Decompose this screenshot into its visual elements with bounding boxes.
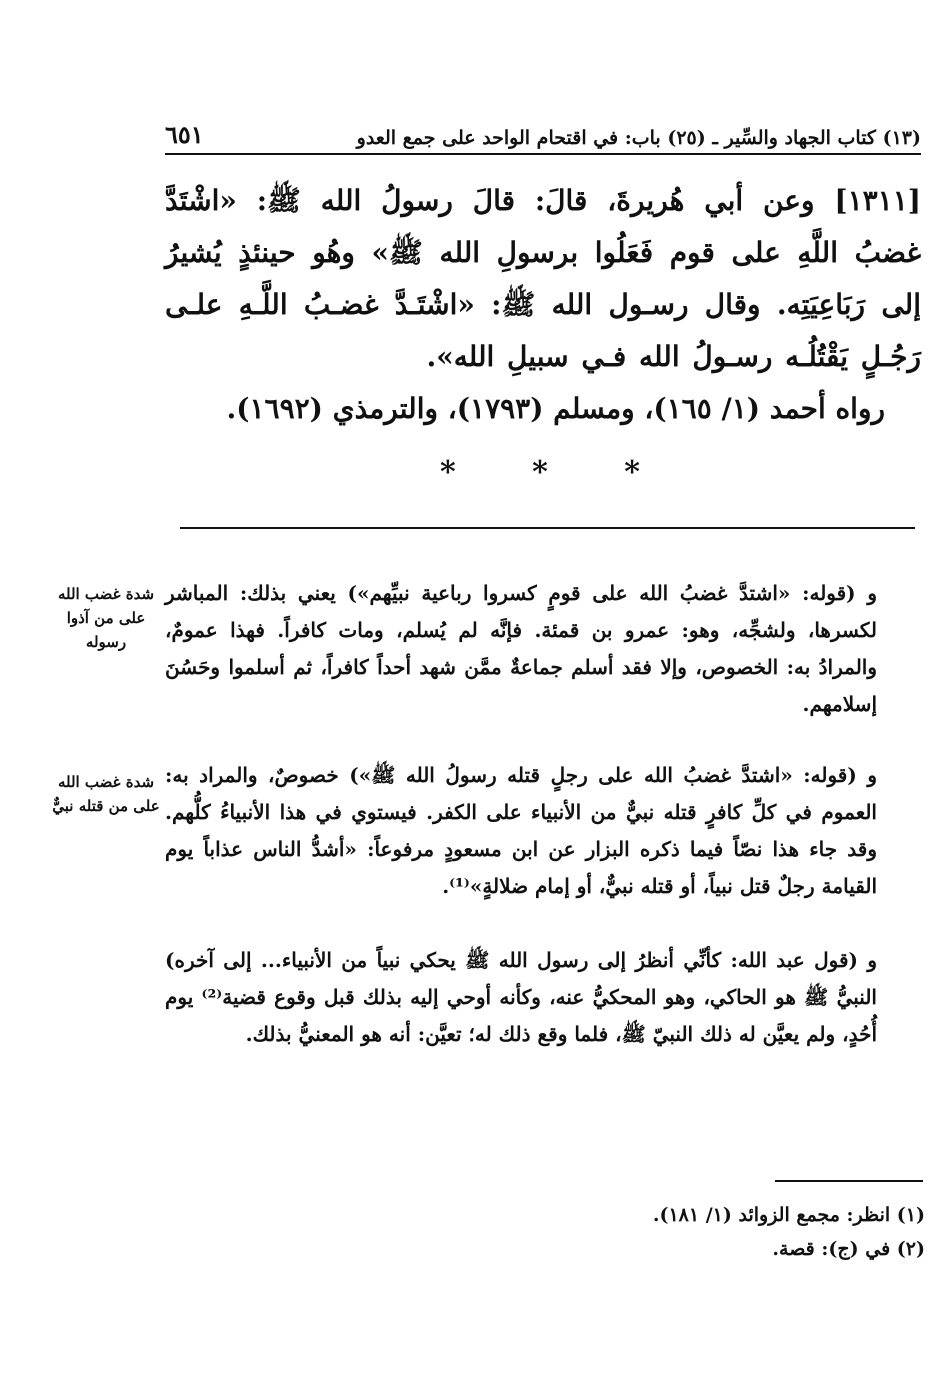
star: *: [624, 455, 640, 490]
hadith-source: رواه أحمد (١/ ١٦٥)، ومسلم (١٧٩٣)، والترمذي (١٦٩٢).: [226, 392, 885, 425]
footnote: (٢) في (ج): قصة.: [772, 1238, 925, 1260]
header-rule: [165, 153, 921, 155]
hadith-text: [١٣١١] وعن أبي هُريرةَ، قالَ: قالَ رسولُ الله ﷺ: «اشْتَدَّ غضبُ اللَّهِ على قوم فَعَلُوا برسولِ الله ﷺ» وهُو حينئذٍ يُشيرُ إلى رَبَاعِيَتِه. وقال رسـول الله ﷺ: «اشْتَـدَّ غضـبُ اللَّـهِ علـى رَجُـلٍ يَقْتُلُـه رسـولُ الله فـي سبيلِ الله».: [165, 184, 921, 373]
footnotes: [300, 1198, 925, 1266]
page-number: ٦٥١: [165, 120, 204, 149]
commentary-paragraph: و (قوله: «اشتدَّ غضبُ الله على قومٍ كسروا رباعية نبيِّهم») يعني بذلك: المباشر لكسرها، ولشجِّه، وهو: عمرو بن قمئة. فإنَّه لم يُسلم، ومات كافراً. فهذا عمومٌ، والمرادُ به: الخصوص، وإلا فقد أسلم جماعةٌ ممَّن شهد أحداً كافراً، ثم أسلموا وحَسُنَ إسلامهم.: [165, 581, 877, 716]
star: *: [532, 455, 548, 490]
star: *: [440, 455, 456, 490]
margin-note: شدة غضب الله على من قتله نبيٌّ: [52, 773, 160, 815]
commentary-paragraph: و (قول عبد الله: كأنِّي أنظرُ إلى رسول الله ﷺ يحكي نبياً من الأنبياء... إلى آخره) النبيُّ ﷺ هو الحاكي، وهو المحكيُّ عنه، وكأنه أوحي إليه بذلك قبل وقوع قضية⁽²⁾ يوم أُحُدٍ، ولم يعيَّن له ذلك النبيّ ﷺ، فلما وقع ذلك له؛ تعيَّن: أنه هو المعنيُّ بذلك.: [165, 948, 877, 1046]
margin-note: شدة غضب الله على من آذوا رسوله: [57, 585, 155, 651]
commentary-paragraph: و (قوله: «اشتدَّ غضبُ الله على رجلٍ قتله رسولُ الله ﷺ») خصوصٌ، والمراد به: العموم في كلِّ كافرٍ قتله نبيٌّ من الأنبياء على الكفر. فيستوي في هذا الأنبياءُ كلُّهم. وقد جاء هذا نصّاً فيما ذكره البزار عن ابن مسعودٍ مرفوعاً: «أشدُّ الناس عذاباً يوم القيامة رجلٌ قتل نبياً، أو قتله نبيٌّ، أو إمام ضلالةٍ»⁽¹⁾.: [165, 763, 877, 898]
footnote: (١) انظر: مجمع الزوائد (١/ ١٨١).: [652, 1204, 925, 1226]
header-title: (١٣) كتاب الجهاد والسِّير ـ (٢٥) باب: في اقتحام الواحد على جمع العدو: [356, 127, 921, 149]
footnote-rule: [775, 1180, 923, 1182]
section-separator-stars: [440, 455, 640, 490]
page-header: [165, 113, 921, 149]
section-rule: [180, 527, 915, 529]
